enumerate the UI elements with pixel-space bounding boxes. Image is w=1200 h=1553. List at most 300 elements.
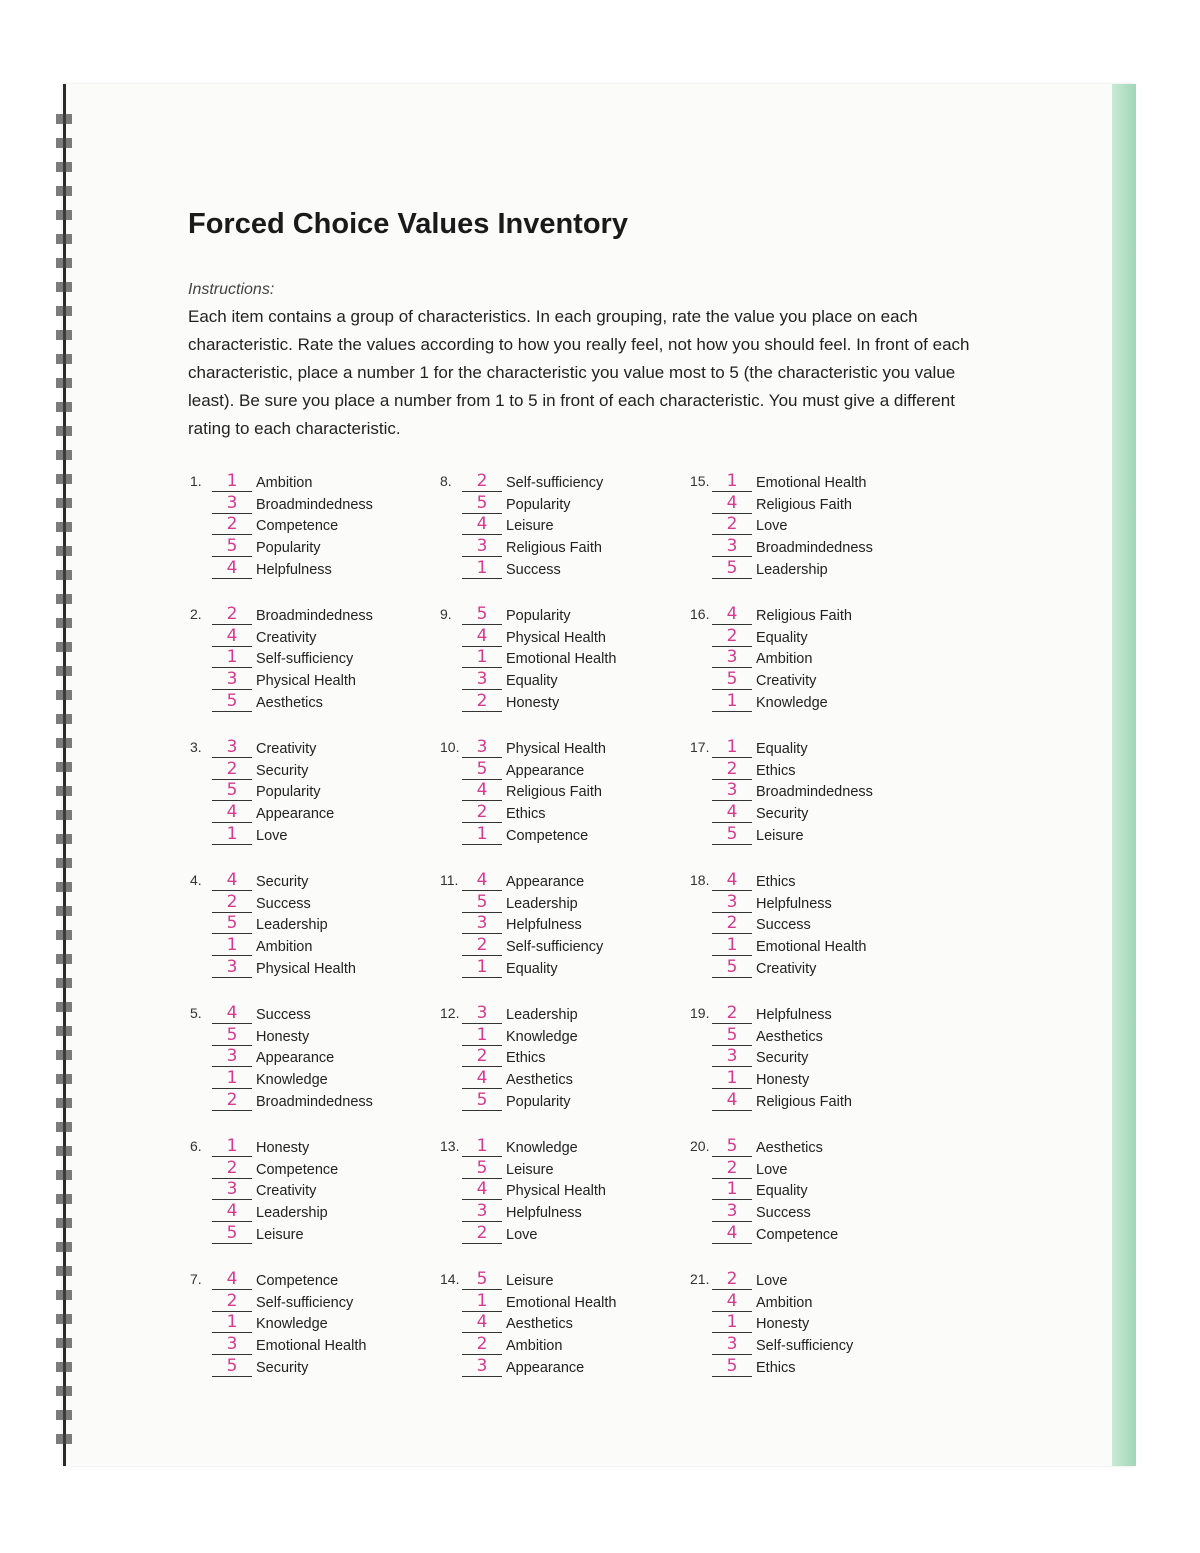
entry-row: [462, 1200, 606, 1222]
rating-blank[interactable]: 5: [712, 559, 752, 579]
rating-blank[interactable]: 1: [712, 692, 752, 712]
rating-blank[interactable]: 3: [462, 537, 502, 557]
entry-row: [462, 1333, 616, 1355]
rating-blank[interactable]: 2: [462, 692, 502, 712]
entry-row: [712, 690, 852, 712]
characteristic-label: Honesty: [756, 1072, 810, 1089]
item-number: 6.: [190, 1137, 202, 1154]
characteristic-label: Love: [256, 827, 288, 844]
rating-blank[interactable]: 5: [212, 914, 252, 934]
rating-blank[interactable]: 1: [712, 1313, 752, 1333]
item-number: 2.: [190, 605, 202, 622]
entry-row: [462, 1290, 616, 1312]
entry-row: [462, 869, 603, 891]
inventory-item: [190, 603, 438, 712]
characteristic-label: Broadmindedness: [256, 496, 373, 513]
characteristic-label: Popularity: [506, 607, 571, 624]
rating-blank[interactable]: 5: [712, 1026, 752, 1046]
entry-row: [462, 913, 603, 935]
rating-blank[interactable]: 3: [212, 1047, 252, 1067]
item-number: 5.: [190, 1004, 202, 1021]
rating-blank[interactable]: 2: [212, 515, 252, 535]
rating-blank[interactable]: 5: [462, 760, 502, 780]
entry-row: [712, 1200, 838, 1222]
characteristic-label: Love: [756, 1272, 788, 1289]
inventory-item: [690, 1135, 938, 1244]
rating-blank[interactable]: 1: [462, 1026, 502, 1046]
entry-row: [712, 758, 873, 780]
characteristic-label: Self-sufficiency: [506, 939, 604, 956]
item-number: 18.: [690, 871, 710, 888]
inventory-item: [690, 736, 938, 845]
characteristic-label: Helpfulness: [756, 1006, 832, 1023]
characteristic-label: Competence: [256, 1272, 339, 1289]
rating-blank[interactable]: 4: [712, 803, 752, 823]
entry-row: [712, 1268, 853, 1290]
characteristic-label: Self-sufficiency: [256, 651, 354, 668]
rating-blank[interactable]: 1: [212, 825, 252, 845]
characteristic-label: Religious Faith: [506, 784, 602, 801]
entry-row: [462, 557, 603, 579]
characteristic-label: Ethics: [756, 873, 796, 890]
rating-blank[interactable]: 3: [462, 738, 502, 758]
characteristic-label: Success: [756, 1205, 811, 1222]
item-entries: [712, 1268, 853, 1377]
entry-row: [462, 736, 606, 758]
characteristic-label: Love: [756, 518, 788, 535]
characteristic-label: Ethics: [756, 1359, 796, 1376]
inventory-item: [440, 603, 688, 712]
entry-row: [712, 557, 873, 579]
entry-row: [212, 869, 356, 891]
rating-blank[interactable]: 4: [712, 1292, 752, 1312]
entry-row: [212, 492, 373, 514]
characteristic-label: Emotional Health: [506, 651, 617, 668]
rating-blank[interactable]: 4: [212, 1270, 252, 1290]
rating-blank[interactable]: 1: [212, 1313, 252, 1333]
item-number: 12.: [440, 1004, 460, 1021]
entry-row: [712, 1089, 852, 1111]
entry-row: [462, 1312, 616, 1334]
item-entries: [712, 603, 852, 712]
characteristic-label: Competence: [256, 518, 339, 535]
entry-row: [462, 1268, 616, 1290]
entry-row: [212, 1157, 338, 1179]
rating-blank[interactable]: 5: [212, 781, 252, 801]
characteristic-label: Security: [256, 873, 309, 890]
inventory-item: [190, 869, 438, 978]
inventory-item: [190, 1002, 438, 1111]
characteristic-label: Honesty: [756, 1316, 810, 1333]
entry-row: [212, 1355, 366, 1377]
entry-row: [212, 690, 373, 712]
item-entries: [212, 1135, 338, 1244]
entry-row: [712, 1290, 853, 1312]
inventory-item: [690, 1002, 938, 1111]
entry-row: [212, 801, 334, 823]
characteristic-label: Popularity: [256, 540, 321, 557]
entry-row: [462, 823, 606, 845]
item-number: 15.: [690, 473, 710, 489]
characteristic-label: Popularity: [256, 784, 321, 801]
characteristic-label: Aesthetics: [756, 1139, 823, 1156]
characteristic-label: Equality: [756, 629, 808, 646]
spiral-binding: [56, 100, 72, 1450]
rating-blank[interactable]: 2: [712, 1159, 752, 1179]
rating-blank[interactable]: 4: [212, 803, 252, 823]
characteristic-label: Competence: [756, 1226, 839, 1243]
entry-row: [712, 625, 852, 647]
entry-row: [712, 801, 873, 823]
rating-blank[interactable]: 2: [212, 605, 252, 625]
rating-blank[interactable]: 3: [712, 893, 752, 913]
inventory-item: [190, 1135, 438, 1244]
entry-row: [462, 891, 603, 913]
characteristic-label: Ambition: [506, 1338, 563, 1355]
characteristic-label: Physical Health: [256, 673, 356, 690]
rating-blank[interactable]: 5: [212, 537, 252, 557]
rating-blank[interactable]: 4: [212, 871, 252, 891]
entry-row: [462, 801, 606, 823]
characteristic-label: Aesthetics: [506, 1072, 573, 1089]
rating-blank[interactable]: 4: [462, 1180, 502, 1200]
document-header: [188, 208, 988, 443]
rating-blank[interactable]: 4: [712, 605, 752, 625]
rating-blank[interactable]: 4: [462, 1069, 502, 1089]
rating-blank[interactable]: 1: [462, 1292, 502, 1312]
entry-row: [712, 913, 866, 935]
entry-row: [462, 1157, 606, 1179]
characteristic-label: Self-sufficiency: [256, 1294, 354, 1311]
characteristic-label: Helpfulness: [506, 917, 582, 934]
entry-row: [212, 1135, 338, 1157]
entry-row: [462, 1222, 606, 1244]
characteristic-label: Love: [506, 1226, 538, 1243]
entry-row: [462, 470, 603, 492]
inventory-item: [190, 470, 438, 579]
entry-row: [212, 934, 356, 956]
characteristic-label: Broadmindedness: [256, 607, 373, 624]
characteristic-label: Leadership: [506, 895, 578, 912]
rating-blank[interactable]: 1: [212, 1137, 252, 1157]
rating-blank[interactable]: 2: [212, 1091, 252, 1111]
rating-blank[interactable]: 1: [712, 936, 752, 956]
rating-blank[interactable]: 5: [712, 1137, 752, 1157]
rating-blank[interactable]: 5: [462, 1159, 502, 1179]
rating-blank[interactable]: 3: [212, 670, 252, 690]
entry-row: [212, 913, 356, 935]
entry-row: [712, 1024, 852, 1046]
rating-blank[interactable]: 4: [712, 494, 752, 514]
characteristic-label: Leadership: [506, 1006, 578, 1023]
item-number: 10.: [440, 738, 460, 755]
entry-row: [462, 1024, 578, 1046]
rating-blank[interactable]: 1: [462, 1137, 502, 1157]
characteristic-label: Appearance: [506, 762, 585, 779]
rating-blank[interactable]: 3: [462, 1004, 502, 1024]
item-entries: [712, 1002, 852, 1111]
rating-blank[interactable]: 2: [462, 936, 502, 956]
rating-blank[interactable]: 2: [462, 1047, 502, 1067]
rating-blank[interactable]: 3: [212, 1180, 252, 1200]
rating-blank[interactable]: 2: [212, 893, 252, 913]
rating-blank[interactable]: 2: [712, 914, 752, 934]
rating-blank[interactable]: 5: [712, 825, 752, 845]
characteristic-label: Creativity: [756, 673, 817, 690]
entry-row: [712, 1179, 838, 1201]
rating-blank[interactable]: 4: [462, 871, 502, 891]
rating-blank[interactable]: 4: [212, 1004, 252, 1024]
rating-blank[interactable]: 5: [212, 1026, 252, 1046]
inventory-item: [440, 470, 688, 579]
rating-blank[interactable]: 1: [462, 958, 502, 978]
rating-blank[interactable]: 5: [212, 1357, 252, 1377]
item-number: 13.: [440, 1137, 460, 1154]
entry-row: [212, 668, 373, 690]
rating-blank[interactable]: 3: [712, 648, 752, 668]
characteristic-label: Honesty: [506, 694, 560, 711]
rating-blank[interactable]: 5: [462, 494, 502, 514]
rating-blank[interactable]: 3: [212, 1335, 252, 1355]
characteristic-label: Knowledge: [256, 1072, 328, 1089]
rating-blank[interactable]: 2: [712, 760, 752, 780]
characteristic-label: Popularity: [506, 496, 571, 513]
entry-row: [712, 535, 873, 557]
rating-blank[interactable]: 2: [462, 1335, 502, 1355]
entry-row: [212, 1290, 366, 1312]
rating-blank[interactable]: 2: [712, 1004, 752, 1024]
characteristic-label: Security: [756, 806, 809, 823]
rating-blank[interactable]: 5: [712, 958, 752, 978]
inventory-item: [440, 869, 688, 978]
characteristic-label: Competence: [256, 1161, 339, 1178]
entry-row: [212, 823, 334, 845]
characteristic-label: Helpfulness: [506, 1205, 582, 1222]
rating-blank[interactable]: 4: [462, 515, 502, 535]
characteristic-label: Knowledge: [506, 1139, 578, 1156]
characteristic-label: Emotional Health: [256, 1338, 367, 1355]
item-entries: [212, 603, 373, 712]
rating-blank[interactable]: 5: [462, 1270, 502, 1290]
item-entries: [212, 1268, 366, 1377]
rating-blank[interactable]: 4: [212, 1202, 252, 1222]
entry-row: [712, 514, 873, 536]
entry-row: [212, 1333, 366, 1355]
rating-blank[interactable]: 3: [212, 738, 252, 758]
rating-blank[interactable]: 5: [462, 605, 502, 625]
inventory-item: [440, 1002, 688, 1111]
characteristic-label: Honesty: [256, 1028, 310, 1045]
characteristic-label: Leisure: [506, 1161, 554, 1178]
item-number: 4.: [190, 871, 202, 888]
rating-blank[interactable]: 2: [712, 1270, 752, 1290]
inventory-item: [190, 1268, 438, 1377]
entry-row: [712, 891, 866, 913]
entry-row: [462, 1067, 578, 1089]
entry-row: [212, 1067, 373, 1089]
entry-row: [462, 934, 603, 956]
entry-row: [212, 956, 356, 978]
rating-blank[interactable]: 3: [712, 1047, 752, 1067]
inventory-item: [690, 869, 938, 978]
entry-row: [712, 647, 852, 669]
rating-blank[interactable]: 4: [712, 1224, 752, 1244]
rating-blank[interactable]: 1: [212, 1069, 252, 1089]
entry-row: [712, 736, 873, 758]
rating-blank[interactable]: 1: [712, 738, 752, 758]
entry-row: [462, 1355, 616, 1377]
rating-blank[interactable]: 4: [462, 781, 502, 801]
rating-blank[interactable]: 4: [712, 1091, 752, 1111]
inventory-item: [690, 470, 938, 579]
rating-blank[interactable]: 1: [212, 936, 252, 956]
entry-row: [212, 1024, 373, 1046]
entry-row: [712, 1312, 853, 1334]
instructions-label: Instructions:: [188, 281, 275, 298]
rating-blank[interactable]: 1: [462, 648, 502, 668]
rating-blank[interactable]: 1: [212, 648, 252, 668]
rating-blank[interactable]: 3: [462, 670, 502, 690]
rating-blank[interactable]: 5: [712, 1357, 752, 1377]
item-entries: [462, 603, 616, 712]
entry-row: [212, 470, 373, 492]
rating-blank[interactable]: 5: [712, 670, 752, 690]
item-number: 19.: [690, 1004, 710, 1021]
rating-blank[interactable]: 2: [712, 515, 752, 535]
entry-row: [712, 1067, 852, 1089]
characteristic-label: Ethics: [506, 806, 546, 823]
characteristic-label: Security: [256, 1359, 309, 1376]
rating-blank[interactable]: 2: [462, 472, 502, 492]
characteristic-label: Security: [256, 762, 309, 779]
rating-blank[interactable]: 5: [212, 692, 252, 712]
characteristic-label: Leadership: [256, 917, 328, 934]
rating-blank[interactable]: 3: [462, 1202, 502, 1222]
item-entries: [212, 1002, 373, 1111]
characteristic-label: Leisure: [506, 1272, 554, 1289]
characteristic-label: Equality: [506, 960, 558, 977]
rating-blank[interactable]: 1: [212, 472, 252, 492]
rating-blank[interactable]: 2: [712, 627, 752, 647]
rating-blank[interactable]: 5: [462, 893, 502, 913]
characteristic-label: Success: [506, 561, 561, 578]
entry-row: [712, 470, 873, 492]
characteristic-label: Leadership: [256, 1205, 328, 1222]
characteristic-label: Security: [756, 1050, 809, 1067]
entry-row: [462, 535, 603, 557]
characteristic-label: Ambition: [756, 1294, 813, 1311]
characteristic-label: Physical Health: [506, 629, 606, 646]
characteristic-label: Appearance: [256, 806, 335, 823]
rating-blank[interactable]: 3: [712, 1335, 752, 1355]
characteristic-label: Appearance: [506, 1359, 585, 1376]
characteristic-label: Knowledge: [506, 1028, 578, 1045]
entry-row: [212, 557, 373, 579]
item-number: 8.: [440, 473, 452, 489]
rating-blank[interactable]: 1: [712, 472, 752, 492]
inventory-grid: [190, 470, 950, 1377]
characteristic-label: Physical Health: [506, 740, 606, 757]
item-entries: [712, 470, 873, 579]
rating-blank[interactable]: 4: [712, 871, 752, 891]
instructions-text: Each item contains a group of characteristics. In each grouping, rate the value you place on each characteristic. Rate the values according to how you really feel, not how you should feel. In front of each characteristic, place a number 1 for the characteristic you value most to 5 (the characteristic you value least). Be sure you place a number from 1 to 5 in front of each characteristic. You must give a different rating to each characteristic.: [188, 307, 970, 438]
entry-row: [712, 823, 873, 845]
rating-blank[interactable]: 2: [462, 803, 502, 823]
rating-blank[interactable]: 1: [462, 559, 502, 579]
characteristic-label: Ambition: [256, 474, 313, 491]
entry-row: [712, 492, 873, 514]
entry-row: [712, 1333, 853, 1355]
characteristic-label: Success: [256, 1006, 311, 1023]
rating-blank[interactable]: 3: [212, 494, 252, 514]
rating-blank[interactable]: 1: [712, 1180, 752, 1200]
characteristic-label: Ethics: [506, 1050, 546, 1067]
inventory-item: [440, 1268, 688, 1377]
item-number: 17.: [690, 738, 710, 755]
rating-blank[interactable]: 3: [712, 1202, 752, 1222]
characteristic-label: Knowledge: [756, 694, 828, 711]
characteristic-label: Love: [756, 1161, 788, 1178]
rating-blank[interactable]: 2: [212, 1292, 252, 1312]
characteristic-label: Broadmindedness: [756, 784, 873, 801]
item-number: 1.: [190, 473, 202, 489]
characteristic-label: Self-sufficiency: [506, 474, 604, 491]
item-entries: [212, 869, 356, 978]
characteristic-label: Helpfulness: [256, 561, 332, 578]
rating-blank[interactable]: 3: [712, 537, 752, 557]
rating-blank[interactable]: 1: [712, 1069, 752, 1089]
characteristic-label: Leisure: [756, 827, 804, 844]
characteristic-label: Appearance: [256, 1050, 335, 1067]
entry-row: [212, 647, 373, 669]
rating-blank[interactable]: 3: [462, 1357, 502, 1377]
rating-blank[interactable]: 5: [462, 1091, 502, 1111]
rating-blank[interactable]: 4: [462, 1313, 502, 1333]
entry-row: [462, 690, 616, 712]
entry-row: [712, 1157, 838, 1179]
entry-row: [712, 956, 866, 978]
rating-blank[interactable]: 4: [212, 559, 252, 579]
entry-row: [462, 492, 603, 514]
entry-row: [212, 1179, 338, 1201]
characteristic-label: Popularity: [506, 1093, 571, 1110]
rating-blank[interactable]: 2: [212, 1159, 252, 1179]
rating-blank[interactable]: 2: [212, 760, 252, 780]
entry-row: [712, 668, 852, 690]
rating-blank[interactable]: 1: [462, 825, 502, 845]
rating-blank[interactable]: 4: [212, 627, 252, 647]
item-entries: [712, 869, 866, 978]
rating-blank[interactable]: 3: [712, 781, 752, 801]
rating-blank[interactable]: 4: [462, 627, 502, 647]
item-entries: [712, 1135, 838, 1244]
entry-row: [212, 1268, 366, 1290]
entry-row: [712, 1002, 852, 1024]
rating-blank[interactable]: 3: [462, 914, 502, 934]
characteristic-label: Religious Faith: [756, 1093, 852, 1110]
characteristic-label: Self-sufficiency: [756, 1338, 854, 1355]
entry-row: [462, 603, 616, 625]
rating-blank[interactable]: 2: [462, 1224, 502, 1244]
characteristic-label: Creativity: [256, 1183, 317, 1200]
rating-blank[interactable]: 5: [212, 1224, 252, 1244]
item-number: 11.: [440, 871, 459, 888]
item-entries: [462, 1002, 578, 1111]
entry-row: [712, 780, 873, 802]
rating-blank[interactable]: 3: [212, 958, 252, 978]
item-number: 9.: [440, 605, 452, 622]
entry-row: [462, 625, 616, 647]
